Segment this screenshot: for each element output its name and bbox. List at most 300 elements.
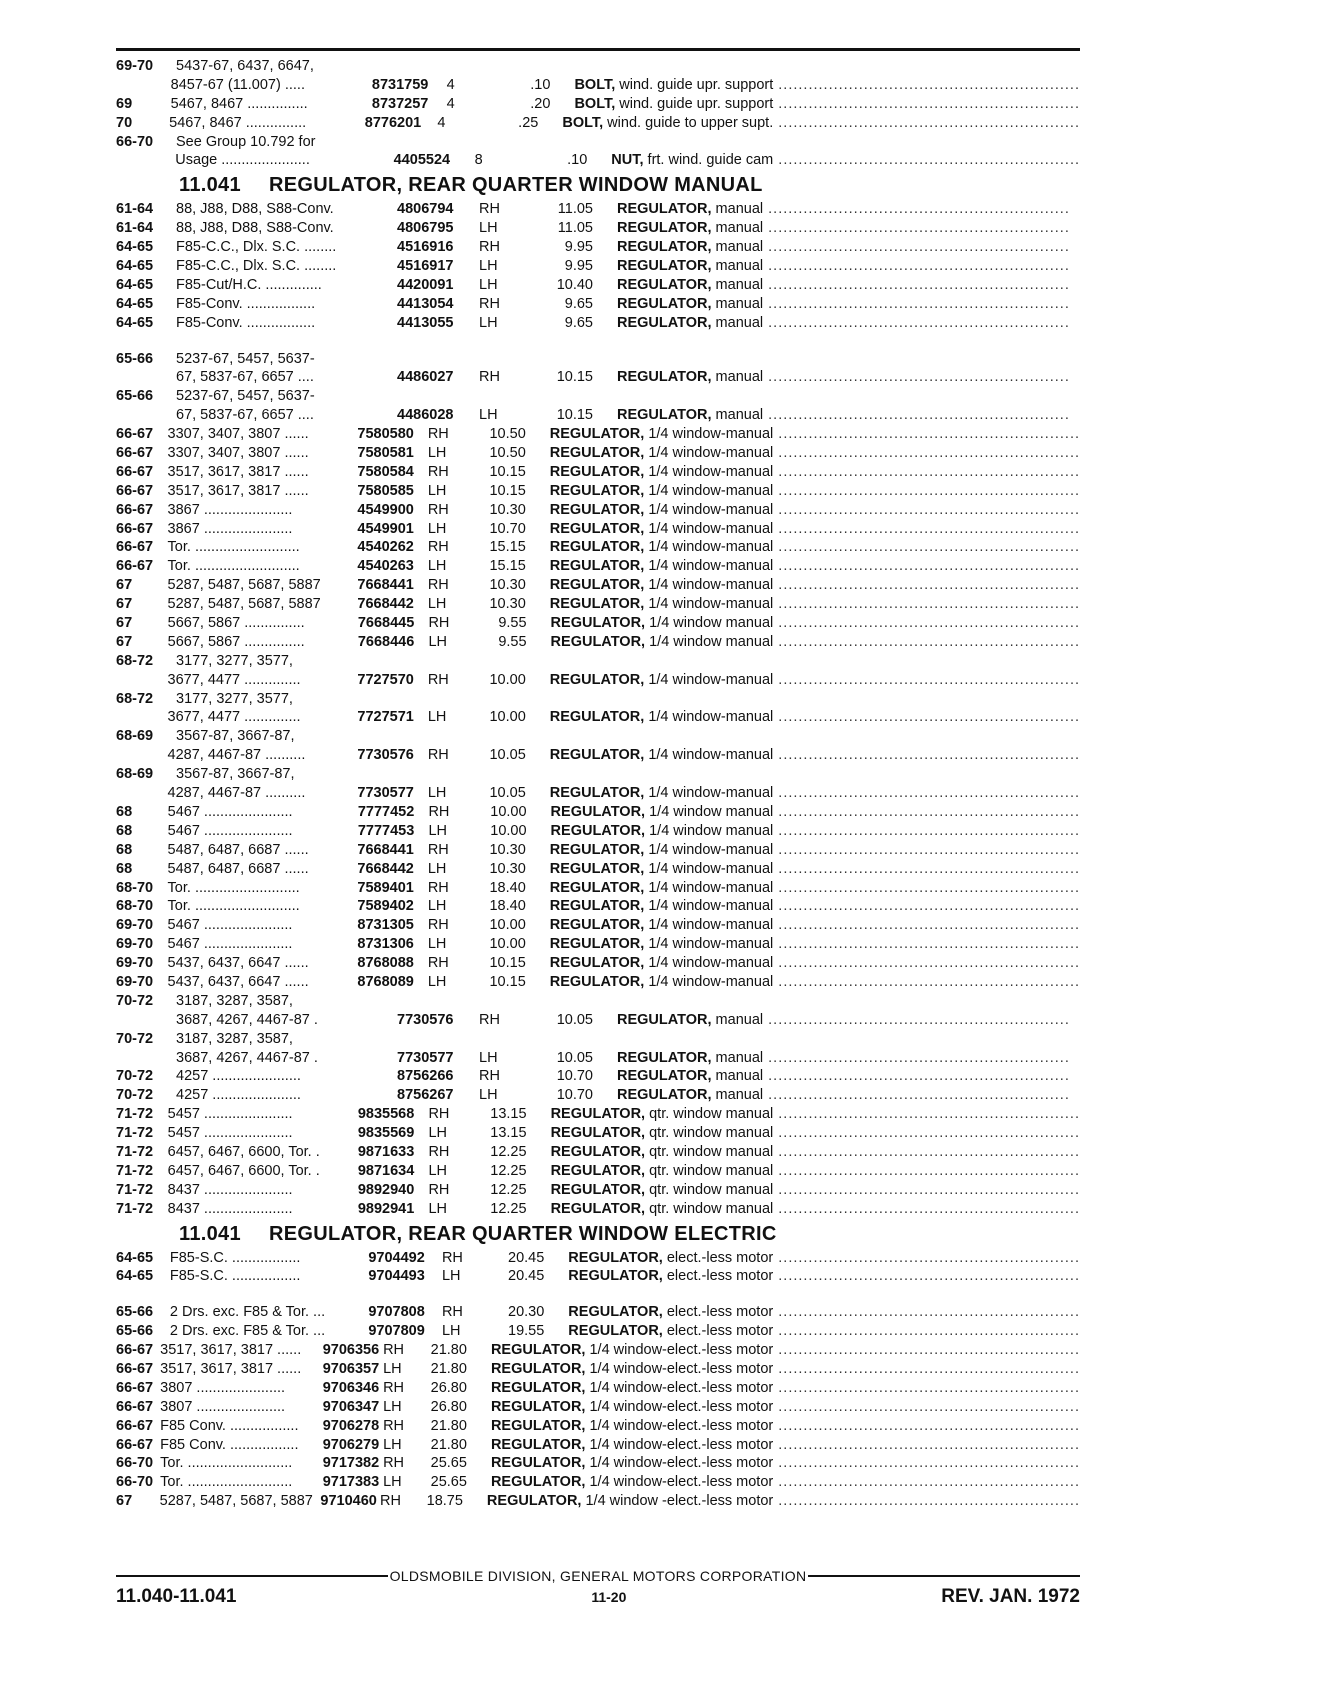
model-years: 66-70 bbox=[116, 133, 154, 150]
price: 10.15 bbox=[489, 463, 526, 480]
dot-leader: ............................................................ bbox=[773, 1143, 1080, 1160]
part-number: 9892940 bbox=[357, 1181, 415, 1198]
dot-leader: ............................................................ bbox=[763, 258, 1070, 274]
quantity-side: RH bbox=[427, 539, 449, 556]
model-years: 64-65 bbox=[116, 295, 154, 312]
dot-leader: ............................................................ bbox=[773, 1398, 1080, 1415]
dot-leader: ............................................................ bbox=[773, 1106, 1080, 1123]
usage-models: 5457 ...................... bbox=[167, 1106, 293, 1123]
description-text: qtr. window manual bbox=[645, 1200, 774, 1217]
description-keyword: REGULATOR, bbox=[549, 482, 645, 499]
usage-models: 3807 ...................... bbox=[160, 1379, 286, 1396]
dot-leader: ............................................................ bbox=[763, 369, 1070, 386]
table-row bbox=[116, 860, 1080, 879]
table-row bbox=[116, 520, 1080, 539]
price: 12.25 bbox=[490, 1181, 527, 1198]
dot-leader: ............................................................ bbox=[763, 1049, 1070, 1066]
model-years: 66-67 bbox=[116, 426, 154, 443]
row-gap bbox=[116, 333, 1080, 350]
price: 10.05 bbox=[556, 1011, 593, 1028]
model-years: 66-67 bbox=[116, 1436, 154, 1453]
description bbox=[551, 633, 1080, 652]
part-number: 9707808 bbox=[368, 1304, 425, 1321]
description-keyword: REGULATOR, bbox=[617, 1049, 712, 1066]
model-years: 68-69 bbox=[116, 728, 154, 745]
description-keyword: REGULATOR, bbox=[549, 841, 645, 858]
description-keyword: REGULATOR, bbox=[617, 1011, 712, 1028]
quantity-side: RH bbox=[479, 295, 500, 312]
table-row bbox=[116, 1473, 1080, 1492]
model-years: 66-67 bbox=[116, 1342, 154, 1359]
description-keyword: REGULATOR, bbox=[549, 860, 645, 877]
description-keyword: REGULATOR, bbox=[550, 615, 646, 632]
model-years: 69-70 bbox=[116, 955, 154, 972]
description-text: 1/4 window-elect.-less motor bbox=[585, 1455, 774, 1472]
description bbox=[551, 1143, 1080, 1162]
table-row bbox=[116, 1322, 1080, 1341]
usage-models: 3687, 4267, 4467-87 . bbox=[176, 1011, 318, 1028]
description bbox=[551, 1162, 1080, 1181]
manual-regulator-list bbox=[116, 200, 1080, 1218]
quantity-side: RH bbox=[479, 239, 500, 256]
quantity-side: RH bbox=[427, 879, 449, 896]
usage-models: 3177, 3277, 3577, bbox=[176, 652, 293, 669]
price: 10.30 bbox=[489, 596, 526, 613]
usage-models: F85-C.C., Dlx. S.C. ........ bbox=[176, 239, 337, 256]
description-keyword: REGULATOR, bbox=[617, 220, 712, 237]
price: 10.30 bbox=[489, 841, 526, 858]
quantity-side: RH bbox=[383, 1342, 405, 1359]
description-keyword: REGULATOR, bbox=[490, 1474, 586, 1491]
usage-models: 3187, 3287, 3587, bbox=[176, 992, 293, 1009]
quantity-side: LH bbox=[479, 220, 498, 237]
quantity-side: LH bbox=[428, 1125, 447, 1142]
model-years: 66-67 bbox=[116, 501, 154, 518]
price: 10.15 bbox=[556, 369, 593, 386]
part-number: 9704493 bbox=[368, 1268, 425, 1285]
table-row bbox=[116, 992, 1080, 1011]
description bbox=[617, 238, 1080, 257]
electric-regulator-list bbox=[116, 1249, 1080, 1512]
model-years: 66-67 bbox=[116, 1398, 154, 1415]
price: 10.30 bbox=[489, 860, 526, 877]
description bbox=[617, 1067, 1080, 1086]
model-years: 71-72 bbox=[116, 1106, 154, 1123]
usage-models: 8437 ...................... bbox=[167, 1181, 293, 1198]
description-text: qtr. window manual bbox=[645, 1143, 774, 1160]
section-header-electric bbox=[116, 1219, 1080, 1249]
description-keyword: REGULATOR, bbox=[550, 633, 646, 650]
quantity-side: LH bbox=[441, 1323, 461, 1340]
usage-models: 5467, 8467 ............... bbox=[170, 95, 308, 112]
model-years: 67 bbox=[116, 596, 133, 613]
price: 10.00 bbox=[490, 803, 527, 820]
model-years: 71-72 bbox=[116, 1162, 154, 1179]
quantity-side: RH bbox=[441, 1304, 463, 1321]
part-number: 4516916 bbox=[397, 239, 454, 256]
quantity-side: RH bbox=[427, 747, 449, 764]
description bbox=[550, 576, 1080, 595]
price: 10.30 bbox=[489, 501, 526, 518]
part-number: 9704492 bbox=[368, 1249, 425, 1266]
part-number: 4540263 bbox=[357, 558, 414, 575]
quantity-side: RH bbox=[427, 955, 449, 972]
quantity-side: LH bbox=[427, 558, 447, 575]
description bbox=[551, 614, 1080, 633]
dot-leader: ............................................................ bbox=[773, 1249, 1080, 1266]
part-number: 9717382 bbox=[322, 1455, 380, 1472]
usage-models: 5437, 6437, 6647 ...... bbox=[167, 955, 309, 972]
description-keyword: REGULATOR, bbox=[490, 1360, 586, 1377]
usage-models: 5467 ...................... bbox=[167, 803, 293, 820]
table-row bbox=[116, 557, 1080, 576]
usage-models: 3517, 3617, 3817 ...... bbox=[167, 463, 309, 480]
price: 12.25 bbox=[490, 1162, 527, 1179]
description bbox=[550, 784, 1080, 803]
description bbox=[550, 954, 1080, 973]
description-text: 1/4 window-manual bbox=[644, 841, 774, 858]
price: 18.40 bbox=[489, 898, 526, 915]
part-number: 7727570 bbox=[357, 671, 414, 688]
table-row bbox=[116, 76, 1080, 95]
part-number: 9835569 bbox=[357, 1125, 415, 1142]
quantity-side: RH bbox=[441, 1249, 463, 1266]
usage-models: F85-Conv. ................. bbox=[176, 295, 316, 312]
price: 10.00 bbox=[489, 671, 526, 688]
usage-models: 5487, 6487, 6687 ...... bbox=[167, 860, 309, 877]
price: 10.15 bbox=[489, 973, 526, 990]
description-keyword: REGULATOR, bbox=[549, 520, 645, 537]
dot-leader: ............................................................ bbox=[773, 596, 1081, 613]
table-row bbox=[116, 406, 1080, 425]
model-years: 68 bbox=[116, 860, 133, 877]
usage-models: See Group 10.792 for bbox=[176, 133, 316, 150]
description-keyword: BOLT, bbox=[562, 114, 604, 131]
description-keyword: REGULATOR, bbox=[490, 1398, 586, 1415]
quantity-side: LH bbox=[428, 633, 447, 650]
description-keyword: REGULATOR, bbox=[550, 1162, 646, 1179]
table-row bbox=[116, 538, 1080, 557]
table-row bbox=[116, 1162, 1080, 1181]
description bbox=[562, 114, 1080, 133]
table-row bbox=[116, 276, 1080, 295]
quantity-side: LH bbox=[479, 314, 498, 331]
section-number: 11.041 bbox=[179, 1222, 241, 1245]
table-row bbox=[116, 803, 1080, 822]
description-keyword: REGULATOR, bbox=[549, 879, 645, 896]
description-text: 1/4 window-manual bbox=[644, 596, 774, 613]
dot-leader: ............................................................ bbox=[773, 1474, 1080, 1491]
description-text: qtr. window manual bbox=[645, 1181, 774, 1198]
part-number: 9871634 bbox=[357, 1162, 415, 1179]
part-number: 9706356 bbox=[322, 1342, 380, 1359]
usage-models: 4257 ...................... bbox=[176, 1087, 301, 1104]
description-keyword: REGULATOR, bbox=[550, 803, 646, 820]
usage-models: 5467 ...................... bbox=[167, 917, 293, 934]
usage-models: 5437, 6437, 6647 ...... bbox=[167, 973, 309, 990]
table-row bbox=[116, 671, 1080, 690]
description-keyword: REGULATOR, bbox=[549, 709, 645, 726]
quantity-side: LH bbox=[428, 1200, 447, 1217]
description-text: 1/4 window-manual bbox=[644, 501, 774, 518]
usage-models: F85 Conv. ................. bbox=[160, 1436, 299, 1453]
table-row bbox=[116, 576, 1080, 595]
table-row bbox=[116, 973, 1080, 992]
part-number: 4549900 bbox=[357, 501, 414, 518]
description-text: manual bbox=[711, 407, 764, 424]
model-years: 66-67 bbox=[116, 520, 154, 537]
description bbox=[617, 368, 1080, 387]
table-row bbox=[116, 595, 1080, 614]
usage-models: 5237-67, 5457, 5637- bbox=[176, 350, 315, 367]
price: .25 bbox=[518, 114, 539, 131]
part-number: 7668441 bbox=[357, 577, 414, 594]
quantity-side: LH bbox=[479, 1087, 498, 1104]
model-years: 67 bbox=[116, 615, 133, 632]
description-keyword: REGULATOR, bbox=[550, 1143, 646, 1160]
description-keyword: REGULATOR, bbox=[549, 898, 645, 915]
dot-leader: ............................................................ bbox=[773, 917, 1081, 934]
usage-models: 3687, 4267, 4467-87 . bbox=[176, 1049, 318, 1066]
price: 18.75 bbox=[426, 1493, 463, 1510]
table-row bbox=[116, 841, 1080, 860]
description-keyword: REGULATOR, bbox=[490, 1436, 586, 1453]
price: 10.00 bbox=[489, 709, 526, 726]
model-years: 68 bbox=[116, 841, 133, 858]
table-row bbox=[116, 425, 1080, 444]
footer-rule-left bbox=[116, 1575, 388, 1577]
quantity-side: RH bbox=[380, 1493, 401, 1510]
description bbox=[617, 219, 1080, 238]
description-text: 1/4 window-manual bbox=[644, 898, 774, 915]
table-row bbox=[116, 1360, 1080, 1379]
dot-leader: ............................................................ bbox=[773, 822, 1080, 839]
part-number: 9710460 bbox=[320, 1493, 377, 1510]
dot-leader: ............................................................ bbox=[773, 936, 1081, 953]
footer-rule-right bbox=[808, 1575, 1080, 1577]
description bbox=[617, 1011, 1080, 1030]
part-number: 7580584 bbox=[357, 463, 414, 480]
description-text: 1/4 window-elect.-less motor bbox=[585, 1398, 774, 1415]
quantity-side: RH bbox=[479, 1068, 500, 1085]
description-text: wind. guide upr. support bbox=[615, 95, 774, 112]
model-years: 68-72 bbox=[116, 652, 154, 669]
dot-leader: ............................................................ bbox=[773, 520, 1081, 537]
price: 21.80 bbox=[430, 1360, 467, 1377]
description-text: manual bbox=[711, 1068, 764, 1085]
quantity-side: LH bbox=[479, 258, 498, 274]
table-row bbox=[116, 897, 1080, 916]
dot-leader: ............................................................ bbox=[773, 671, 1081, 688]
quantity-side: LH bbox=[383, 1398, 402, 1415]
price: 9.65 bbox=[564, 314, 593, 331]
dot-leader: ............................................................ bbox=[773, 463, 1081, 480]
description-text: 1/4 window-manual bbox=[644, 558, 774, 575]
price: 15.15 bbox=[489, 539, 526, 556]
corporation-name: OLDSMOBILE DIVISION, GENERAL MOTORS CORPORATION bbox=[389, 1568, 807, 1584]
description-keyword: REGULATOR, bbox=[549, 671, 645, 688]
model-years: 66-67 bbox=[116, 1360, 154, 1377]
quantity-side: 4 bbox=[446, 76, 455, 93]
table-row bbox=[116, 690, 1080, 709]
quantity-side: LH bbox=[428, 1162, 447, 1179]
description-text: 1/4 window-manual bbox=[644, 671, 774, 688]
usage-models: 3517, 3617, 3817 ...... bbox=[160, 1342, 302, 1359]
quantity-side: RH bbox=[427, 501, 449, 518]
model-years: 67 bbox=[116, 577, 133, 594]
description-text: 1/4 window-elect.-less motor bbox=[585, 1417, 774, 1434]
part-number: 7589402 bbox=[357, 898, 414, 915]
price: 11.05 bbox=[557, 220, 593, 237]
usage-models: F85-S.C. ................. bbox=[169, 1249, 301, 1266]
dot-leader: ............................................................ bbox=[773, 445, 1081, 462]
description-keyword: REGULATOR, bbox=[549, 955, 645, 972]
price: 10.50 bbox=[489, 426, 526, 443]
quantity-side: LH bbox=[427, 973, 447, 990]
part-number: 8731306 bbox=[357, 936, 414, 953]
quantity-side: RH bbox=[479, 201, 500, 218]
description-text: 1/4 window-manual bbox=[644, 482, 774, 499]
description bbox=[550, 482, 1080, 501]
description bbox=[551, 803, 1080, 822]
usage-models: F85 Conv. ................. bbox=[160, 1417, 299, 1434]
usage-models: 3187, 3287, 3587, bbox=[176, 1030, 293, 1047]
quantity-side: RH bbox=[427, 917, 449, 934]
price: 20.45 bbox=[508, 1249, 545, 1266]
dot-leader: ............................................................ bbox=[763, 1068, 1070, 1085]
description bbox=[617, 276, 1080, 295]
price: 9.65 bbox=[564, 295, 593, 312]
quantity-side: RH bbox=[427, 426, 449, 443]
dot-leader: ............................................................ bbox=[773, 1436, 1080, 1453]
model-years: 68 bbox=[116, 803, 133, 820]
description bbox=[491, 1341, 1080, 1360]
part-number: 4516917 bbox=[397, 258, 454, 274]
description bbox=[574, 95, 1080, 114]
usage-models: 3177, 3277, 3577, bbox=[176, 690, 293, 707]
dot-leader: ............................................................ bbox=[773, 1200, 1080, 1217]
description-keyword: REGULATOR, bbox=[617, 314, 712, 331]
dot-leader: ............................................................ bbox=[773, 860, 1081, 877]
usage-models: 5667, 5867 ............... bbox=[167, 633, 305, 650]
table-row bbox=[116, 822, 1080, 841]
price: 10.30 bbox=[489, 577, 526, 594]
table-row bbox=[116, 1341, 1080, 1360]
description-text: 1/4 window-elect.-less motor bbox=[585, 1379, 774, 1396]
model-years: 64-65 bbox=[116, 1268, 154, 1285]
model-years: 67 bbox=[116, 633, 133, 650]
description-keyword: REGULATOR, bbox=[550, 1125, 646, 1142]
part-number: 8756267 bbox=[397, 1087, 454, 1104]
usage-models: 5467, 8467 ............... bbox=[169, 114, 307, 131]
model-years: 69-70 bbox=[116, 57, 154, 74]
price: 15.15 bbox=[489, 558, 526, 575]
description-keyword: REGULATOR, bbox=[617, 369, 712, 386]
model-years: 69-70 bbox=[116, 936, 154, 953]
dot-leader: ............................................................ bbox=[763, 295, 1070, 312]
usage-models: 3307, 3407, 3807 ...... bbox=[167, 426, 309, 443]
dot-leader: ............................................................ bbox=[773, 539, 1081, 556]
table-row bbox=[116, 916, 1080, 935]
usage-models: F85-Conv. ................. bbox=[176, 314, 316, 331]
table-row bbox=[116, 784, 1080, 803]
description bbox=[550, 746, 1080, 765]
table-row bbox=[116, 219, 1080, 238]
part-number: 9892941 bbox=[357, 1200, 415, 1217]
description bbox=[491, 1473, 1080, 1492]
table-row bbox=[116, 1200, 1080, 1219]
table-row bbox=[116, 1398, 1080, 1417]
part-number: 7580585 bbox=[357, 482, 414, 499]
description-keyword: REGULATOR, bbox=[549, 973, 645, 990]
description bbox=[550, 595, 1080, 614]
table-row bbox=[116, 709, 1080, 728]
part-number: 4420091 bbox=[397, 276, 454, 293]
table-row bbox=[116, 444, 1080, 463]
usage-models: 8437 ...................... bbox=[167, 1200, 293, 1217]
description-keyword: REGULATOR, bbox=[549, 463, 645, 480]
price: 10.05 bbox=[489, 747, 526, 764]
description-keyword: REGULATOR, bbox=[486, 1493, 582, 1510]
description-keyword: BOLT, bbox=[574, 95, 616, 112]
price: 13.15 bbox=[490, 1125, 527, 1142]
part-number: 7668442 bbox=[357, 596, 414, 613]
part-number: 9707809 bbox=[368, 1323, 425, 1340]
part-number: 4806795 bbox=[397, 220, 454, 237]
description-text: manual bbox=[711, 239, 764, 256]
section-title: REGULATOR, REAR QUARTER WINDOW MANUAL bbox=[269, 174, 763, 197]
description bbox=[568, 1249, 1080, 1268]
part-number: 4413055 bbox=[397, 314, 454, 331]
price: 10.05 bbox=[556, 1049, 593, 1066]
model-years: 64-65 bbox=[116, 239, 154, 256]
table-row bbox=[116, 387, 1080, 406]
quantity-side: LH bbox=[427, 936, 447, 953]
part-number: 4549901 bbox=[357, 520, 414, 537]
quantity-side: RH bbox=[428, 1181, 450, 1198]
description-text: 1/4 window-manual bbox=[644, 955, 774, 972]
part-number: 8731759 bbox=[371, 76, 429, 93]
usage-models: 6457, 6467, 6600, Tor. . bbox=[167, 1162, 320, 1179]
model-years: 68-70 bbox=[116, 898, 154, 915]
usage-models: 5287, 5487, 5687, 5887 bbox=[159, 1493, 313, 1510]
description-text: 1/4 window-manual bbox=[644, 917, 774, 934]
part-number: 9871633 bbox=[357, 1143, 415, 1160]
description bbox=[574, 76, 1080, 95]
section-header-manual bbox=[116, 170, 1080, 200]
quantity-side: 8 bbox=[474, 152, 483, 169]
dot-leader: ............................................................ bbox=[763, 407, 1070, 424]
model-years: 71-72 bbox=[116, 1143, 154, 1160]
quantity-side: LH bbox=[427, 520, 447, 537]
description-keyword: REGULATOR, bbox=[549, 577, 645, 594]
price: 10.15 bbox=[489, 482, 526, 499]
description-keyword: REGULATOR, bbox=[568, 1323, 663, 1340]
description-text: elect.-less motor bbox=[662, 1249, 774, 1266]
description bbox=[568, 1267, 1080, 1286]
table-row bbox=[116, 935, 1080, 954]
table-row bbox=[116, 133, 1080, 152]
table-row bbox=[116, 1492, 1080, 1511]
description-text: 1/4 window-manual bbox=[644, 577, 774, 594]
part-number: 8768089 bbox=[357, 973, 414, 990]
part-number: 7668441 bbox=[357, 841, 414, 858]
table-row bbox=[116, 1267, 1080, 1286]
usage-models: Tor. .......................... bbox=[167, 539, 300, 556]
price: .10 bbox=[530, 76, 551, 93]
price: 10.05 bbox=[489, 785, 526, 802]
model-years: 66-67 bbox=[116, 1379, 154, 1396]
